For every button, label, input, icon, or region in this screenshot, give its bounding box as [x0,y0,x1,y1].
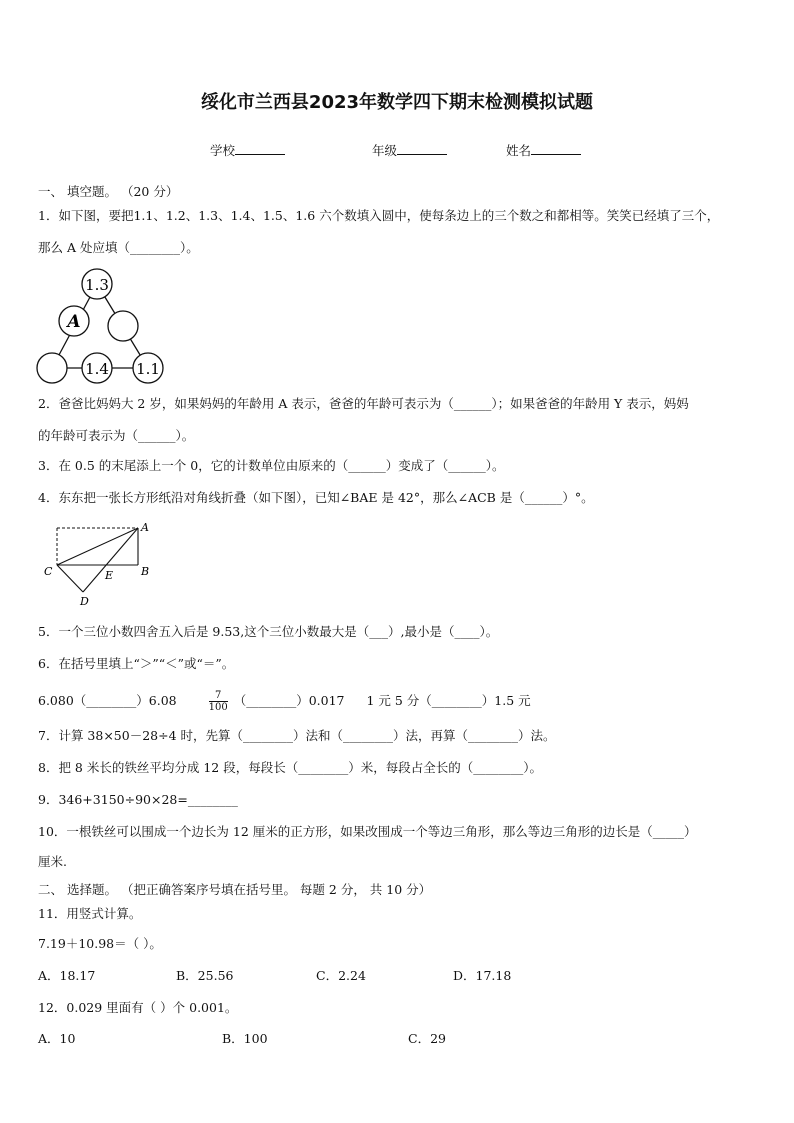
school-field [210,142,285,159]
q11-option-b[interactable]: B．25.56 [176,968,234,983]
section-fill-blank-heading: 一、 填空题。 （20 分） [38,184,179,199]
question-8: 8．把 8 米长的铁丝平均分成 12 段，每段长（________）米，每段占全长的（________）。 [38,760,542,775]
circle-bottom-left-empty [37,353,67,383]
q12-option-c[interactable]: C．29 [408,1031,446,1046]
compare-item-1: 6.080（________）6.08 [38,693,177,708]
school-blank[interactable] [235,142,285,155]
circle-top-label: 1.3 [85,276,109,294]
fraction-7-over-100 [209,690,228,713]
compare-item-2: （________）0.017 [233,693,345,708]
name-label: 姓名 [506,143,532,158]
section-choice-heading: 二、 选择题。 （把正确答案序号填在括号里。 每题 2 分， 共 10 分） [38,882,432,897]
question-11-expression: 7.19＋10.98＝（ ）。 [38,936,162,951]
school-label: 学校 [210,143,236,158]
circle-bottom-mid-label: 1.4 [85,360,109,378]
fraction-denominator: 100 [208,702,228,713]
page-title: 绥化市兰西县2023年数学四下期末检测模拟试题 [200,92,594,113]
compare-item-3: 1 元 5 分（________）1.5 元 [366,693,531,708]
question-6: 6．在括号里填上“＞”“＜”或“＝”。 [38,656,235,671]
question-10-line-2: 厘米. [38,854,67,869]
name-blank[interactable] [531,142,581,155]
question-2-line-2: 的年龄可表示为（______）。 [38,428,195,443]
name-field [506,142,581,159]
question-2-line-1: 2．爸爸比妈妈大 2 岁，如果妈妈的年龄用 A 表示，爸爸的年龄可表示为（______）；如果爸爸的年龄用 Y 表示，妈妈 [38,396,689,411]
folded-rectangle-figure [40,518,160,612]
q11-option-a[interactable]: A．18.17 [38,968,96,983]
question-10-line-1: 10．一根铁丝可以围成一个边长为 12 厘米的正方形，如果改围成一个等边三角形，那么等边三角形的边长是（_____） [38,824,697,839]
point-b-label: B [141,565,150,578]
point-e-label: E [105,569,114,582]
q11-option-c[interactable]: C．2.24 [316,968,366,983]
circle-bottom-right-label: 1.1 [136,360,160,378]
question-5: 5．一个三位小数四舍五入后是 9.53,这个三位小数最大是（___）,最小是（____）。 [38,624,499,639]
q12-option-a[interactable]: A．10 [38,1031,76,1046]
question-1-line-1: 1．如下图，要把1.1、1.2、1.3、1.4、1.5、1.6 六个数填入圆中，使每条边上的三个数之和都相等。笑笑已经填了三个， [38,208,720,223]
circle-a-label: A [67,312,81,332]
question-1-line-2: 那么 A 处应填（________）。 [38,240,199,255]
point-a-label: A [141,521,149,534]
fraction-numerator: 7 [209,690,228,702]
point-d-label: D [80,595,89,608]
question-6-items [38,686,531,716]
triangle-circles-figure [36,265,166,385]
question-4: 4．东东把一张长方形纸沿对角线折叠（如下图），已知∠BAE 是 42°，那么∠ACB 是（______）°。 [38,490,594,505]
q12-option-b[interactable]: B．100 [222,1031,268,1046]
question-7: 7．计算 38×50－28÷4 时，先算（________）法和（________）法，再算（________）法。 [38,728,556,743]
question-12: 12．0.029 里面有（ ）个 0.001。 [38,1000,238,1015]
grade-label: 年级 [372,143,398,158]
circle-right-empty [108,311,138,341]
question-9: 9．346+3150÷90×28=________ [38,792,238,807]
q11-option-d[interactable]: D．17.18 [453,968,512,983]
grade-field [372,142,447,159]
question-11: 11．用竖式计算。 [38,906,142,921]
grade-blank[interactable] [397,142,447,155]
question-3: 3．在 0.5 的末尾添上一个 0，它的计数单位由原来的（______）变成了（______）。 [38,458,505,473]
point-c-label: C [44,565,53,578]
